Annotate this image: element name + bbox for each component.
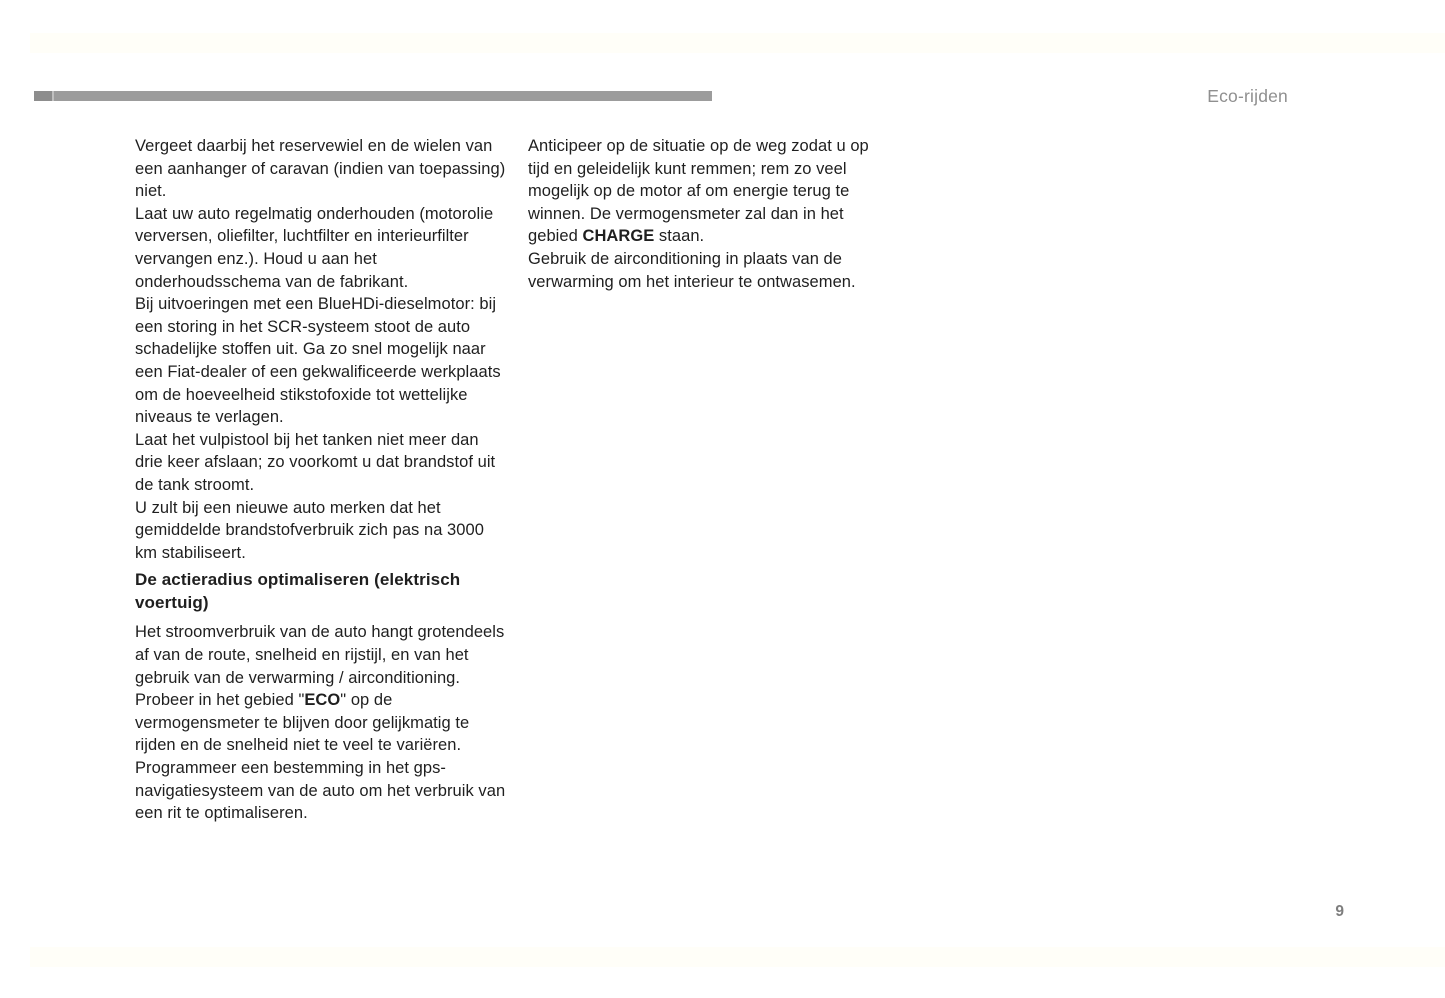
text-segment: Probeer in het gebied "	[135, 691, 305, 710]
left-column	[135, 135, 509, 825]
section-heading	[135, 569, 509, 614]
paragraph	[135, 203, 509, 293]
progress-segment-dark	[34, 91, 54, 101]
progress-segment-light	[54, 91, 712, 101]
text-segment: CHARGE	[582, 227, 655, 246]
text-segment: Programmeer een bestemming in het gps-navigatiesysteem van de auto om het verbruik van een rit te optimaliseren.	[135, 759, 506, 823]
paragraph	[528, 135, 892, 248]
paragraph	[528, 248, 892, 293]
text-segment: Gebruik de airconditioning in plaats van de verwarming om het interieur te ontwasemen.	[528, 249, 856, 291]
page-content	[135, 135, 895, 825]
text-segment: U zult bij een nieuwe auto merken dat het gemiddelde brandstofverbruik zich pas na 3000 km stabiliseert.	[135, 498, 484, 562]
paragraph	[135, 689, 509, 757]
page-number: 9	[1335, 903, 1344, 920]
text-segment: staan.	[654, 227, 705, 246]
text-segment: Vergeet daarbij het reservewiel en de wielen van een aanhanger of caravan (indien van toepassing) niet.	[135, 137, 506, 201]
right-column	[528, 135, 892, 293]
text-segment: Laat het vulpistool bij het tanken niet meer dan drie keer afslaan; zo voorkomt u dat brandstof uit de tank stroomt.	[135, 430, 496, 494]
chapter-title: Eco-rijden	[1207, 86, 1288, 106]
text-segment: " op de vermogensmeter te blijven door gelijkmatig te rijden en de snelheid niet te veel te variëren.	[135, 691, 470, 755]
paragraph	[135, 135, 509, 203]
paragraph	[135, 429, 509, 497]
text-segment: Laat uw auto regelmatig onderhouden (motorolie verversen, oliefilter, luchtfilter en interieurfilter vervangen enz.). Houd u aan het onderhoudsschema van de fabrikant.	[135, 204, 494, 291]
paragraph	[135, 621, 509, 689]
text-segment: Anticipeer op de situatie op de weg zodat u op tijd en geleidelijk kunt remmen; rem zo veel mogelijk op de motor af om energie terug te winnen. De vermogensmeter zal dan in het gebied	[528, 137, 869, 246]
bottom-accent-band	[30, 947, 1445, 967]
paragraph	[135, 757, 509, 825]
text-segment: De actieradius optimaliseren (elektrisch voertuig)	[135, 570, 461, 612]
paragraph	[135, 497, 509, 565]
paragraph	[135, 293, 509, 429]
section-progress-bar	[34, 91, 712, 101]
text-segment: ECO	[304, 691, 341, 710]
text-segment: Het stroomverbruik van de auto hangt grotendeels af van de route, snelheid en rijstijl, en van het gebruik van de verwarming / airconditioning.	[135, 623, 505, 687]
top-accent-band	[30, 33, 1445, 53]
text-segment: Bij uitvoeringen met een BlueHDi-dieselmotor: bij een storing in het SCR-systeem stoot de auto schadelijke stoffen uit. Ga zo snel mogelijk naar een Fiat-dealer of een gekwalificeerde werkplaats om de hoeveelheid stikstofoxide tot wettelijke niveaus te verlagen.	[135, 295, 501, 427]
